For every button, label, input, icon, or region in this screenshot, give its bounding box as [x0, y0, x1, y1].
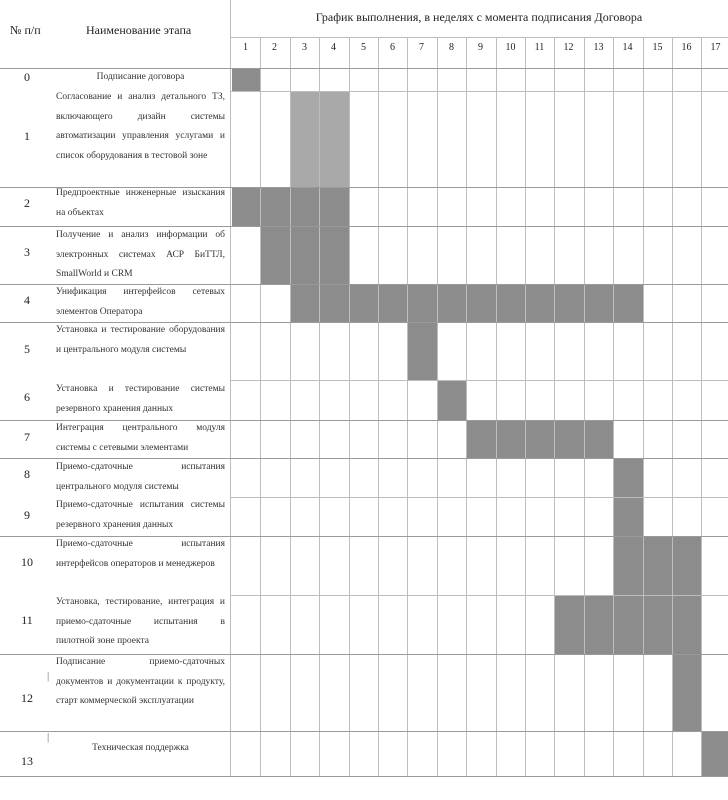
week-number: 9	[478, 42, 483, 53]
week-number: 14	[622, 42, 633, 53]
stage-number: 6	[24, 390, 30, 404]
grid-line-horizontal	[0, 322, 728, 323]
grid-line-vertical	[260, 37, 261, 776]
gantt-bar	[614, 459, 643, 497]
week-number: 6	[390, 42, 395, 53]
stage-name: Унификация интерфейсов сетевых элементов Оператора	[56, 287, 225, 317]
stage-number: 13	[21, 754, 33, 768]
grid-line-horizontal	[0, 654, 728, 655]
week-number: 3	[302, 42, 307, 53]
week-number: 5	[361, 42, 366, 53]
grid-line-vertical	[407, 37, 408, 776]
grid-line-horizontal	[0, 284, 728, 285]
week-number: 13	[593, 42, 604, 53]
grid-line-vertical	[613, 37, 614, 776]
stage-name: Установка и тестирование системы резервного хранения данных	[56, 384, 225, 414]
gantt-bar	[438, 381, 466, 420]
grid-line-horizontal	[230, 91, 728, 92]
grid-line-horizontal	[0, 458, 728, 459]
stage-number: 11	[21, 613, 33, 627]
grid-line-horizontal	[0, 226, 728, 227]
gantt-bar	[467, 421, 613, 458]
week-number: 8	[449, 42, 454, 53]
stage-number: 0	[24, 70, 30, 84]
week-number: 11	[534, 42, 545, 53]
grid-line-horizontal	[0, 536, 728, 537]
gantt-bar	[673, 655, 701, 731]
week-number: 12	[563, 42, 574, 53]
stage-name: Согласование и анализ детального ТЗ, включающего дизайн системы автоматизации управления услугами и список оборудования в тестовой зоне	[56, 92, 225, 161]
gantt-bar	[261, 227, 349, 284]
gantt-bar	[232, 69, 260, 91]
grid-line-horizontal	[0, 420, 728, 421]
schedule-header-title: График выполнения, в неделях с момента подписания Договора	[315, 10, 643, 24]
week-number: 15	[652, 42, 663, 53]
week-number: 7	[419, 42, 424, 53]
stage-name: Приемо-сдаточные испытания системы резервного хранения данных	[56, 500, 225, 530]
gantt-bar	[614, 537, 701, 595]
stray-mark: |	[47, 670, 50, 682]
grid-line-vertical	[437, 37, 438, 776]
stage-name: Приемо-сдаточные испытания центрального модуля системы	[56, 462, 225, 492]
stage-name: Установка и тестирование оборудования и центрального модуля системы	[56, 325, 225, 355]
stage-number: 8	[24, 467, 30, 481]
grid-line-vertical	[319, 37, 320, 776]
stage-name: Подписание приемо-сдаточных документов и документации к продукту, старт коммерческой эксплуатации	[56, 657, 225, 706]
grid-line-vertical	[701, 37, 702, 776]
grid-line-horizontal	[0, 776, 728, 777]
gantt-bar	[614, 498, 643, 536]
grid-line-vertical	[525, 37, 526, 776]
grid-line-vertical	[496, 37, 497, 776]
grid-line-horizontal	[0, 731, 728, 732]
stage-name: Техническая поддержка	[92, 743, 189, 753]
grid-line-horizontal	[230, 37, 728, 38]
stage-name: Предпроектные инженерные изыскания на объектах	[56, 188, 225, 218]
grid-line-vertical	[672, 37, 673, 776]
grid-line-horizontal	[230, 497, 728, 498]
week-number: 16	[681, 42, 692, 53]
stage-number: 5	[24, 342, 30, 356]
grid-line-horizontal	[230, 380, 728, 381]
gantt-bar	[291, 92, 349, 187]
week-number: 1	[243, 42, 248, 53]
gantt-bar	[702, 732, 728, 776]
grid-line-horizontal	[0, 68, 728, 69]
grid-line-vertical	[554, 37, 555, 776]
week-number: 17	[710, 42, 721, 53]
stage-number: 4	[24, 293, 30, 307]
week-number: 10	[505, 42, 516, 53]
stray-mark: |	[47, 731, 50, 743]
stage-number: 10	[21, 555, 33, 569]
stage-number: 2	[24, 196, 30, 210]
grid-line-vertical	[378, 37, 379, 776]
week-number: 2	[272, 42, 277, 53]
gantt-bar	[408, 323, 437, 380]
stage-number: 1	[24, 129, 30, 143]
stage-number: 12	[21, 691, 33, 705]
gantt-bar	[555, 596, 701, 654]
stage-name: Подписание договора	[96, 72, 185, 82]
grid-line-horizontal	[0, 187, 728, 188]
stage-number: 9	[24, 508, 30, 522]
grid-line-vertical	[290, 37, 291, 776]
stage-number: 7	[24, 430, 30, 444]
grid-line-vertical	[466, 37, 467, 776]
grid-line-vertical	[230, 0, 231, 776]
stage-name: Приемо-сдаточные испытания интерфейсов операторов и менеджеров	[56, 539, 225, 569]
stage-number: 3	[24, 245, 30, 259]
stage-name: Получение и анализ информации об электронных системах АСР БиТТЛ, SmallWorld и CRM	[56, 230, 225, 279]
grid-line-vertical	[349, 37, 350, 776]
week-number: 4	[331, 42, 336, 53]
grid-line-vertical	[584, 37, 585, 776]
grid-line-vertical	[643, 37, 644, 776]
column-header-stage-name: Наименование этапа	[86, 23, 192, 37]
stage-name: Интеграция центрального модуля системы с сетевыми элементами	[56, 423, 225, 453]
gantt-bar	[291, 285, 643, 322]
stage-name: Установка, тестирование, интеграция и приемо-сдаточные испытания в пилотной зоне проекта	[56, 597, 225, 646]
column-header-number: № п/п	[10, 23, 41, 37]
grid-line-horizontal	[230, 595, 728, 596]
